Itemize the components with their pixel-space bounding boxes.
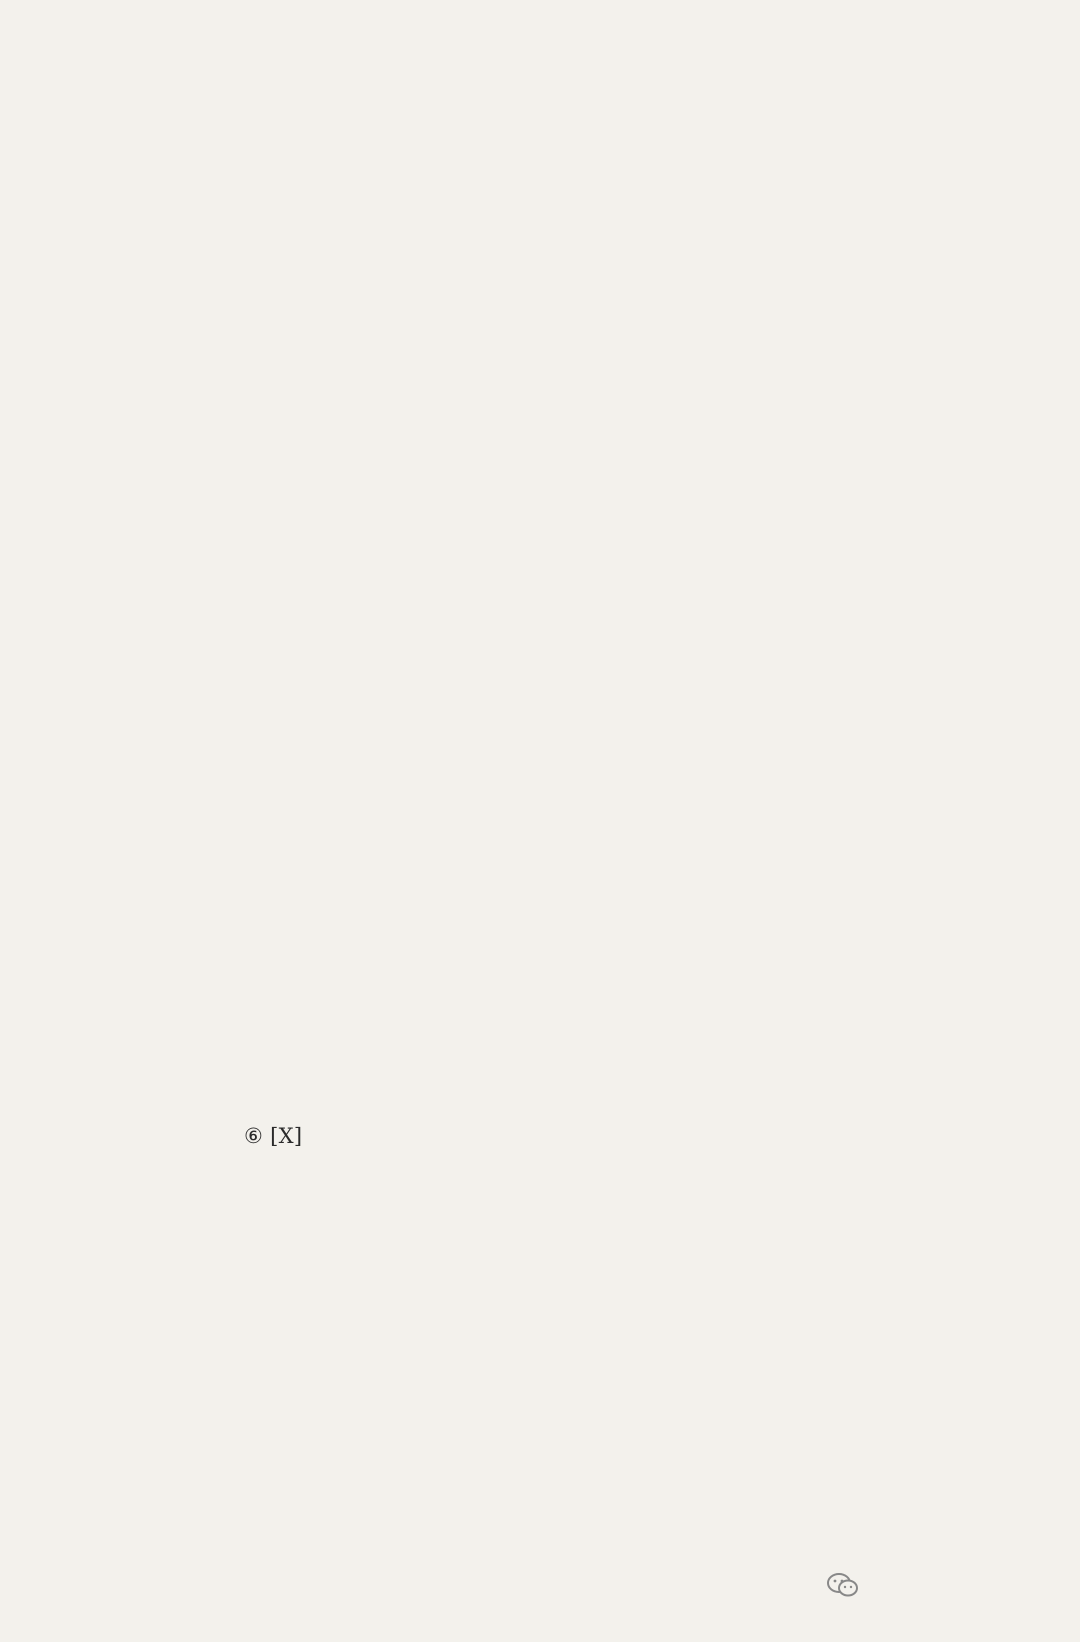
answer-2-6-line1: ⑥ [X]: [244, 1124, 303, 1148]
wechat-badge: [826, 1572, 868, 1598]
wechat-icon: [826, 1572, 860, 1598]
